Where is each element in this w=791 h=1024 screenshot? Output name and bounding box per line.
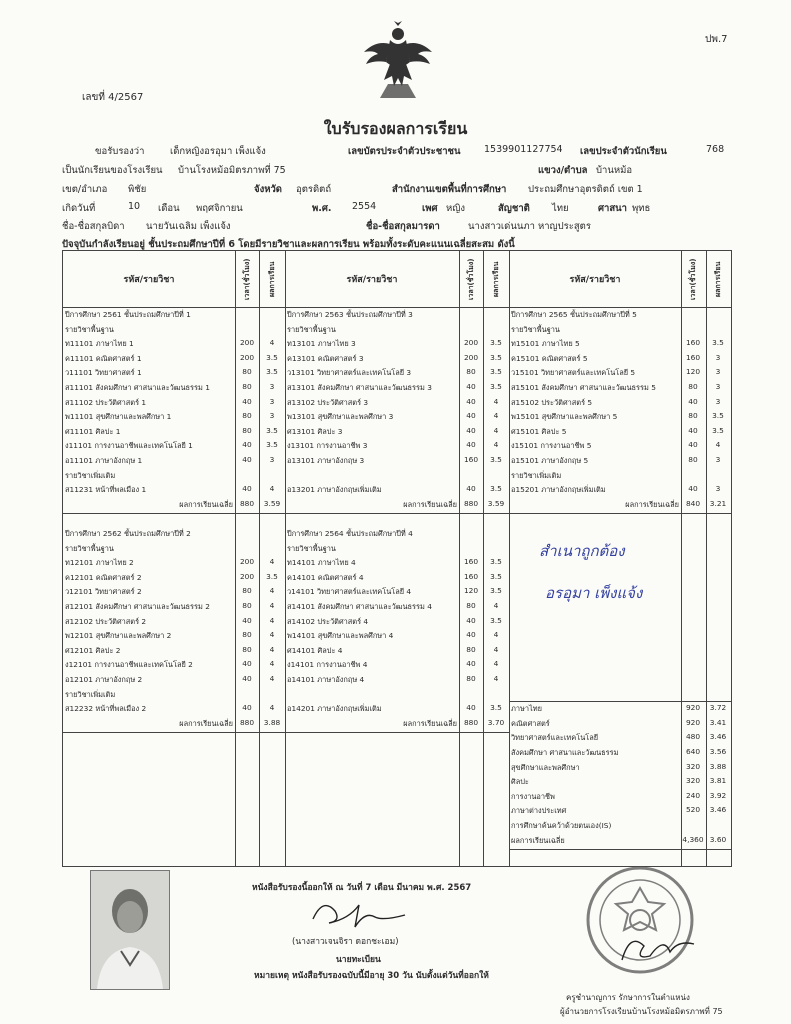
cell-subject: ค14101 คณิตศาสตร์ 4 — [287, 572, 364, 582]
cell-grade: 3.5 — [490, 367, 502, 377]
cell-grade: 4 — [269, 659, 275, 669]
cell-grade: 4 — [269, 703, 275, 713]
cell-grade: 3 — [715, 367, 721, 377]
cell-subject: การศึกษาค้นคว้าด้วยตนเอง(IS) — [511, 821, 612, 830]
cell-grade: 4 — [269, 601, 275, 610]
cell-grade: 3.5 — [490, 571, 502, 581]
validity-note: หมายเหตุ หนังสือรับรองฉบับนี้มีอายุ 30 วัน นับตั้งแต่วันที่ออกให้ — [254, 971, 489, 981]
cell-grade: 3 — [715, 352, 721, 362]
label: เลขประจำตัวนักเรียน — [580, 146, 667, 157]
director-title: ครูชำนาญการ รักษาการในตำแหน่ง — [566, 993, 690, 1002]
cell-grade: 4 — [493, 411, 499, 421]
col-header-hours: เวลา(ชั่วโมง) — [467, 258, 475, 300]
cell-subject: ง14101 การงานอาชีพ 4 — [287, 660, 368, 670]
cell-grade: 3.70 — [487, 717, 505, 727]
cell-grade: 3.46 — [709, 732, 727, 742]
cell-subject: รายวิชาเพิ่มเติม — [65, 689, 116, 699]
cell-grade: 4 — [269, 338, 275, 348]
cell-hours: 80 — [242, 586, 252, 596]
table-row — [63, 382, 731, 397]
summary-row — [63, 703, 731, 718]
cell-subject: ผลการเรียนเฉลี่ย — [403, 499, 457, 509]
cell-hours: 880 — [239, 498, 255, 508]
cell-grade: 3.92 — [709, 790, 727, 800]
cell-subject: รายวิชาพื้นฐาน — [287, 543, 336, 553]
cell-subject: รายวิชาเพิ่มเติม — [511, 470, 562, 480]
student-name: เด็กหญิงอรอุมา เพ็งแจ้ง — [170, 146, 266, 157]
cell-subject: ปีการศึกษา 2562 ชั้นประถมศึกษาปีที่ 2 — [65, 529, 191, 538]
cell-hours: 320 — [685, 761, 701, 771]
cell-subject: ส12102 ประวัติศาสตร์ 2 — [65, 616, 147, 626]
cell-subject: ส11101 สังคมศึกษา ศาสนาและวัฒนธรรม 1 — [65, 383, 210, 392]
province: อุตรดิตถ์ — [296, 184, 332, 195]
table-row — [63, 528, 731, 543]
cell-grade: 3.5 — [490, 586, 502, 596]
cell-subject: ง15101 การงานอาชีพ 5 — [511, 441, 592, 451]
table-row — [63, 397, 731, 412]
table-row — [63, 353, 731, 368]
form-code: ปพ.7 — [705, 34, 728, 45]
page-title: ใบรับรองผลการเรียน — [323, 119, 468, 138]
label: ศาสนา — [598, 203, 627, 214]
garuda-emblem-icon — [360, 20, 436, 104]
cell-grade: 3.5 — [490, 455, 502, 464]
cell-grade: 4 — [493, 396, 499, 406]
summary-row — [63, 776, 731, 791]
cell-subject: ท11101 ภาษาไทย 1 — [65, 339, 134, 349]
cell-hours: 40 — [242, 703, 252, 713]
cell-subject: อ15101 ภาษาอังกฤษ 5 — [511, 456, 589, 465]
table-row — [63, 470, 731, 485]
label: เพศ — [422, 203, 438, 214]
cell-grade: 3 — [715, 396, 721, 406]
document-number: เลขที่ 4/2567 — [82, 92, 144, 103]
cell-grade: 3.5 — [490, 338, 502, 348]
cell-grade: 3.41 — [709, 717, 727, 727]
col-header-hours: เวลา(ชั่วโมง) — [243, 258, 251, 300]
cell-hours: 160 — [463, 557, 479, 567]
cell-hours: 40 — [242, 674, 252, 683]
cell-subject: พ14101 สุขศึกษาและพลศึกษา 4 — [287, 631, 394, 641]
cell-hours: 200 — [463, 338, 479, 348]
mother-name: นางสาวเด่นนภา หาญประสูตร — [468, 221, 591, 232]
cell-hours: 80 — [466, 367, 476, 377]
cell-grade: 3.21 — [709, 498, 727, 508]
cell-hours: 880 — [463, 717, 479, 727]
handwritten-certification: สำเนาถูกต้อง — [539, 542, 625, 560]
issue-date-statement: หนังสือรับรองนี้ออกให้ ณ วันที่ 7 เดือน มีนาคม พ.ศ. 2567 — [252, 883, 472, 893]
cell-hours: 40 — [242, 455, 252, 464]
cell-subject: พ11101 สุขศึกษาและพลศึกษา 1 — [65, 412, 172, 422]
cell-hours: 40 — [466, 615, 476, 625]
summary-row — [63, 762, 731, 777]
cell-subject: ส13101 สังคมศึกษา ศาสนาและวัฒนธรรม 3 — [287, 383, 432, 392]
table-row — [63, 659, 731, 674]
cell-hours: 240 — [685, 790, 701, 800]
cell-grade: 4 — [493, 440, 499, 450]
birth-month: พฤศจิกายน — [196, 203, 243, 214]
cell-hours: 840 — [685, 498, 701, 508]
cell-hours: 40 — [466, 440, 476, 450]
summary-row — [63, 805, 731, 820]
cell-subject: ปีการศึกษา 2565 ชั้นประถมศึกษาปีที่ 5 — [511, 310, 637, 319]
cell-hours: 520 — [685, 805, 701, 815]
cell-hours: 40 — [242, 396, 252, 406]
cell-subject: รายวิชาพื้นฐาน — [65, 543, 114, 553]
cell-subject: ศ15101 ศิลปะ 5 — [511, 426, 567, 436]
cell-subject: ส11102 ประวัติศาสตร์ 1 — [65, 397, 147, 407]
cell-hours: 40 — [242, 484, 252, 494]
cell-grade: 3 — [715, 484, 721, 494]
cell-grade: 4 — [269, 644, 275, 654]
cell-hours: 160 — [463, 455, 479, 464]
cell-hours: 160 — [685, 338, 701, 348]
table-row — [63, 309, 731, 324]
cell-subject: พ15101 สุขศึกษาและพลศึกษา 5 — [511, 412, 618, 422]
cell-subject: ศ13101 ศิลปะ 3 — [287, 426, 343, 436]
cell-hours: 200 — [463, 352, 479, 362]
table-row — [63, 674, 731, 689]
cell-hours: 40 — [242, 440, 252, 450]
cell-subject: ค15101 คณิตศาสตร์ 5 — [511, 353, 588, 363]
summary-row — [63, 791, 731, 806]
cell-hours: 80 — [242, 644, 252, 654]
cell-grade: 3.5 — [266, 571, 278, 581]
cell-grade: 3.46 — [709, 805, 727, 815]
label: สัญชาติ — [498, 203, 530, 214]
cell-subject: ส12101 สังคมศึกษา ศาสนาและวัฒนธรรม 2 — [65, 602, 210, 611]
cell-subject: ส14102 ประวัติศาสตร์ 4 — [287, 616, 369, 626]
cell-hours: 80 — [242, 630, 252, 640]
cell-grade: 3.5 — [712, 425, 724, 435]
cell-hours: 120 — [463, 586, 479, 596]
cell-subject: ปีการศึกษา 2563 ชั้นประถมศึกษาปีที่ 3 — [287, 310, 413, 319]
table-row — [63, 426, 731, 441]
cell-subject: อ14201 ภาษาอังกฤษเพิ่มเติม — [287, 704, 382, 714]
cell-grade: 3.5 — [712, 338, 724, 348]
cell-grade: 4 — [269, 615, 275, 625]
cell-subject: ส13102 ประวัติศาสตร์ 3 — [287, 397, 369, 407]
cell-subject: ผลการเรียนเฉลี่ย — [625, 499, 679, 509]
cell-grade: 4 — [715, 440, 721, 450]
cell-grade: 3 — [715, 455, 721, 464]
cell-subject: ค13101 คณิตศาสตร์ 3 — [287, 353, 364, 363]
cell-subject: รายวิชาเพิ่มเติม — [65, 470, 116, 480]
cell-subject: ท12101 ภาษาไทย 2 — [65, 558, 134, 568]
cell-hours: 880 — [463, 498, 479, 508]
cell-hours: 40 — [466, 630, 476, 640]
cell-grade: 3.5 — [490, 382, 502, 391]
cell-hours: 40 — [466, 382, 476, 391]
cell-hours: 80 — [466, 674, 476, 683]
cell-grade: 3 — [269, 411, 275, 421]
cell-grade: 3.5 — [490, 615, 502, 625]
cell-subject: พ13101 สุขศึกษาและพลศึกษา 3 — [287, 412, 394, 422]
cell-hours: 40 — [466, 425, 476, 435]
cell-subject: ง12101 การงานอาชีพและเทคโนโลยี 2 — [65, 660, 193, 670]
cell-grade: 4 — [493, 601, 499, 610]
cell-subject: วิทยาศาสตร์และเทคโนโลยี — [511, 733, 599, 743]
cell-subject: อ15201 ภาษาอังกฤษเพิ่มเติม — [511, 485, 606, 495]
label: ชื่อ-ชื่อสกุลบิดา — [62, 221, 125, 232]
cell-grade: 3.60 — [709, 834, 727, 844]
cell-hours: 80 — [688, 382, 698, 391]
cell-grade: 3.5 — [712, 411, 724, 421]
cell-hours: 160 — [463, 571, 479, 581]
cell-hours: 200 — [239, 571, 255, 581]
cell-grade: 3.5 — [266, 440, 278, 450]
label: เขต/อำเภอ — [62, 184, 108, 195]
cell-grade: 3.5 — [490, 484, 502, 494]
table-row — [63, 455, 731, 470]
summary-row — [63, 747, 731, 762]
table-row — [63, 338, 731, 353]
cell-grade: 4 — [269, 557, 275, 567]
cell-grade: 3.56 — [709, 747, 727, 756]
cell-subject: อ13201 ภาษาอังกฤษเพิ่มเติม — [287, 485, 382, 495]
cell-hours: 160 — [685, 352, 701, 362]
table-row — [63, 499, 731, 514]
cell-subject: ส15102 ประวัติศาสตร์ 5 — [511, 397, 593, 407]
school-name: บ้านโรงหม้อมิตรภาพที่ 75 — [178, 165, 286, 176]
col-header-grade: ผลการเรียน — [714, 261, 722, 297]
cell-grade: 3.5 — [266, 352, 278, 362]
col-header-subject: รหัส/รายวิชา — [346, 275, 398, 285]
summary-row — [63, 820, 731, 835]
cell-subject: ท13101 ภาษาไทย 3 — [287, 339, 356, 349]
cell-subject: ค12101 คณิตศาสตร์ 2 — [65, 572, 142, 582]
cell-subject: ศ14101 ศิลปะ 4 — [287, 645, 343, 655]
cell-subject: ท14101 ภาษาไทย 4 — [287, 558, 356, 568]
label: เลขบัตรประจำตัวประชาชน — [348, 146, 461, 157]
label: พ.ศ. — [312, 203, 332, 214]
cell-subject: ศ12101 ศิลปะ 2 — [65, 645, 121, 655]
student-number: 768 — [706, 144, 725, 155]
cell-subject: ปีการศึกษา 2561 ชั้นประถมศึกษาปีที่ 1 — [65, 310, 191, 319]
cell-subject: ผลการเรียนเฉลี่ย — [179, 718, 233, 728]
cell-hours: 80 — [242, 601, 252, 610]
cell-grade: 3 — [715, 382, 721, 391]
cell-subject: ผลการเรียนเฉลี่ย — [403, 718, 457, 728]
cell-subject: การงานอาชีพ — [511, 791, 555, 801]
cell-grade: 3.59 — [487, 498, 505, 508]
cell-hours: 40 — [688, 396, 698, 406]
cell-subject: อ12101 ภาษาอังกฤษ 2 — [65, 675, 143, 684]
cell-subject: ผลการเรียนเฉลี่ย — [179, 499, 233, 509]
registrar-name: (นางสาวเจนจิรา ดอกชะเอม) — [292, 937, 399, 947]
cell-hours: 480 — [685, 732, 701, 742]
cell-subject: ว13101 วิทยาศาสตร์และเทคโนโลยี 3 — [287, 368, 412, 378]
cell-grade: 4 — [269, 484, 275, 494]
col-header-subject: รหัส/รายวิชา — [123, 275, 175, 285]
cell-subject: ค11101 คณิตศาสตร์ 1 — [65, 353, 142, 363]
director-signature — [616, 930, 706, 970]
cell-subject: รายวิชาพื้นฐาน — [65, 324, 114, 334]
cell-grade: 3 — [269, 396, 275, 406]
education-office: ประถมศึกษาอุตรดิตถ์ เขต 1 — [528, 184, 643, 195]
cell-grade: 4 — [493, 630, 499, 640]
cell-grade: 3.72 — [709, 703, 727, 713]
birth-year: 2554 — [352, 201, 377, 212]
father-name: นายวันเฉลิม เพ็งแจ้ง — [146, 221, 231, 232]
cell-subject: ศ11101 ศิลปะ 1 — [65, 426, 121, 436]
cell-hours: 80 — [242, 382, 252, 391]
cell-grade: 3.5 — [490, 352, 502, 362]
table-row — [63, 324, 731, 339]
cell-hours: 40 — [242, 615, 252, 625]
cell-hours: 80 — [466, 601, 476, 610]
cell-grade: 3 — [269, 382, 275, 391]
cell-hours: 920 — [685, 703, 701, 713]
table-row — [63, 630, 731, 645]
national-id: 1539901127754 — [484, 144, 563, 155]
table-row — [63, 411, 731, 426]
cell-hours: 200 — [239, 352, 255, 362]
cell-hours: 200 — [239, 557, 255, 567]
grades-table — [62, 250, 732, 867]
label: ขอรับรองว่า — [95, 146, 145, 157]
table-row — [63, 557, 731, 572]
col-header-subject: รหัส/รายวิชา — [569, 275, 621, 285]
cell-hours: 80 — [466, 644, 476, 654]
col-header-grade: ผลการเรียน — [492, 261, 500, 297]
cell-hours: 80 — [242, 411, 252, 421]
registrar-title: นายทะเบียน — [336, 955, 381, 965]
cell-subject: ว12101 วิทยาศาสตร์ 2 — [65, 587, 142, 597]
cell-hours: 80 — [688, 411, 698, 421]
cell-hours: 880 — [239, 717, 255, 727]
cell-subject: ภาษาต่างประเทศ — [511, 806, 567, 816]
summary-line: ปัจจุบันกำลังเรียนอยู่ ชั้นประถมศึกษาปีที่ 6 โดยมีรายวิชาและผลการเรียน พร้อมทั้งระดับคะแนนเฉลี่ยสะสม ดังนี้ — [62, 239, 515, 250]
cell-subject: ว11101 วิทยาศาสตร์ 1 — [65, 368, 142, 378]
table-row — [63, 543, 731, 558]
cell-subject: ส11231 หน้าที่พลเมือง 1 — [65, 485, 147, 495]
cell-subject: สังคมศึกษา ศาสนาและวัฒนธรรม — [511, 748, 619, 757]
cell-grade: 3.5 — [490, 557, 502, 567]
cell-subject: ว14101 วิทยาศาสตร์และเทคโนโลยี 4 — [287, 587, 412, 597]
cell-grade: 3.81 — [709, 776, 727, 786]
cell-hours: 40 — [466, 659, 476, 669]
cell-subject: คณิตศาสตร์ — [511, 718, 550, 728]
cell-hours: 40 — [466, 484, 476, 494]
cell-grade: 4 — [493, 644, 499, 654]
cell-hours: 40 — [466, 703, 476, 713]
cell-subject: ส15101 สังคมศึกษา ศาสนาและวัฒนธรรม 5 — [511, 383, 656, 392]
cell-hours: 40 — [466, 396, 476, 406]
cell-subject: อ13101 ภาษาอังกฤษ 3 — [287, 456, 365, 465]
cell-hours: 40 — [466, 411, 476, 421]
cell-subject: ส12232 หน้าที่พลเมือง 2 — [65, 704, 147, 714]
col-header-hours: เวลา(ชั่วโมง) — [689, 258, 697, 300]
table-row — [63, 484, 731, 499]
registrar-signature — [305, 895, 415, 929]
label: แขวง/ตำบล — [538, 165, 588, 176]
cell-subject: รายวิชาพื้นฐาน — [511, 324, 560, 334]
cell-hours: 40 — [242, 659, 252, 669]
col-header-grade: ผลการเรียน — [268, 261, 276, 297]
district: พิชัย — [128, 184, 147, 195]
label: เดือน — [158, 203, 180, 214]
cell-subject: ศิลปะ — [511, 777, 529, 787]
cell-hours: 200 — [239, 338, 255, 348]
table-row — [63, 440, 731, 455]
subdistrict: บ้านหม้อ — [596, 165, 633, 176]
cell-hours: 40 — [688, 425, 698, 435]
cell-subject: ง11101 การงานอาชีพและเทคโนโลยี 1 — [65, 441, 193, 451]
cell-hours: 80 — [688, 455, 698, 464]
label: เกิดวันที่ — [62, 203, 96, 214]
cell-subject: ท15101 ภาษาไทย 5 — [511, 339, 580, 349]
cell-subject: ผลการเรียนเฉลี่ย — [511, 835, 565, 845]
cell-hours: 4,360 — [682, 834, 704, 844]
cell-grade: 4 — [269, 674, 275, 683]
cell-grade: 4 — [269, 630, 275, 640]
birth-day: 10 — [128, 201, 141, 212]
nationality: ไทย — [552, 203, 569, 214]
student-photo — [90, 870, 170, 990]
cell-hours: 640 — [685, 747, 701, 756]
label: สำนักงานเขตพื้นที่การศึกษา — [392, 184, 507, 195]
summary-row — [63, 718, 731, 733]
sex: หญิง — [446, 203, 465, 214]
cell-grade: 4 — [493, 674, 499, 683]
cell-hours: 80 — [242, 367, 252, 377]
summary-row — [63, 732, 731, 747]
cell-grade: 3.59 — [263, 498, 281, 508]
summary-row — [63, 835, 731, 850]
director-school: ผู้อำนวยการโรงเรียนบ้านโรงหม้อมิตรภาพที่ 75 — [560, 1007, 723, 1016]
label: เป็นนักเรียนของโรงเรียน — [62, 165, 163, 176]
cell-grade: 4 — [269, 586, 275, 596]
cell-subject: ปีการศึกษา 2564 ชั้นประถมศึกษาปีที่ 4 — [287, 529, 413, 538]
cell-hours: 920 — [685, 717, 701, 727]
cell-hours: 120 — [685, 367, 701, 377]
cell-grade: 3.88 — [263, 717, 281, 727]
table-row — [63, 513, 731, 528]
table-row — [63, 616, 731, 631]
cell-subject: ส14101 สังคมศึกษา ศาสนาและวัฒนธรรม 4 — [287, 602, 432, 611]
cell-grade: 3.5 — [490, 703, 502, 713]
cell-hours: 40 — [688, 484, 698, 494]
cell-grade: 3 — [269, 455, 275, 464]
religion: พุทธ — [632, 203, 651, 214]
cell-subject: รายวิชาพื้นฐาน — [287, 324, 336, 334]
cell-grade: 3.88 — [709, 761, 727, 771]
cell-subject: ภาษาไทย — [511, 704, 542, 714]
handwritten-signature-name: อรอุมา เพ็งแจ้ง — [545, 584, 643, 602]
cell-grade: 4 — [493, 659, 499, 669]
cell-subject: ง13101 การงานอาชีพ 3 — [287, 441, 368, 451]
cell-subject: ว15101 วิทยาศาสตร์และเทคโนโลยี 5 — [511, 368, 636, 378]
cell-grade: 4 — [493, 425, 499, 435]
cell-subject: อ14101 ภาษาอังกฤษ 4 — [287, 675, 365, 684]
cell-subject: อ11101 ภาษาอังกฤษ 1 — [65, 456, 143, 465]
cell-hours: 80 — [242, 425, 252, 435]
cell-subject: พ12101 สุขศึกษาและพลศึกษา 2 — [65, 631, 172, 641]
cell-hours: 40 — [688, 440, 698, 450]
cell-subject: สุขศึกษาและพลศึกษา — [511, 762, 580, 772]
table-row — [63, 367, 731, 382]
table-row — [63, 645, 731, 660]
cell-hours: 320 — [685, 776, 701, 786]
label: ชื่อ-ชื่อสกุลมารดา — [366, 221, 440, 232]
label: จังหวัด — [254, 184, 282, 195]
cell-grade: 3.5 — [266, 367, 278, 377]
cell-grade: 3.5 — [266, 425, 278, 435]
